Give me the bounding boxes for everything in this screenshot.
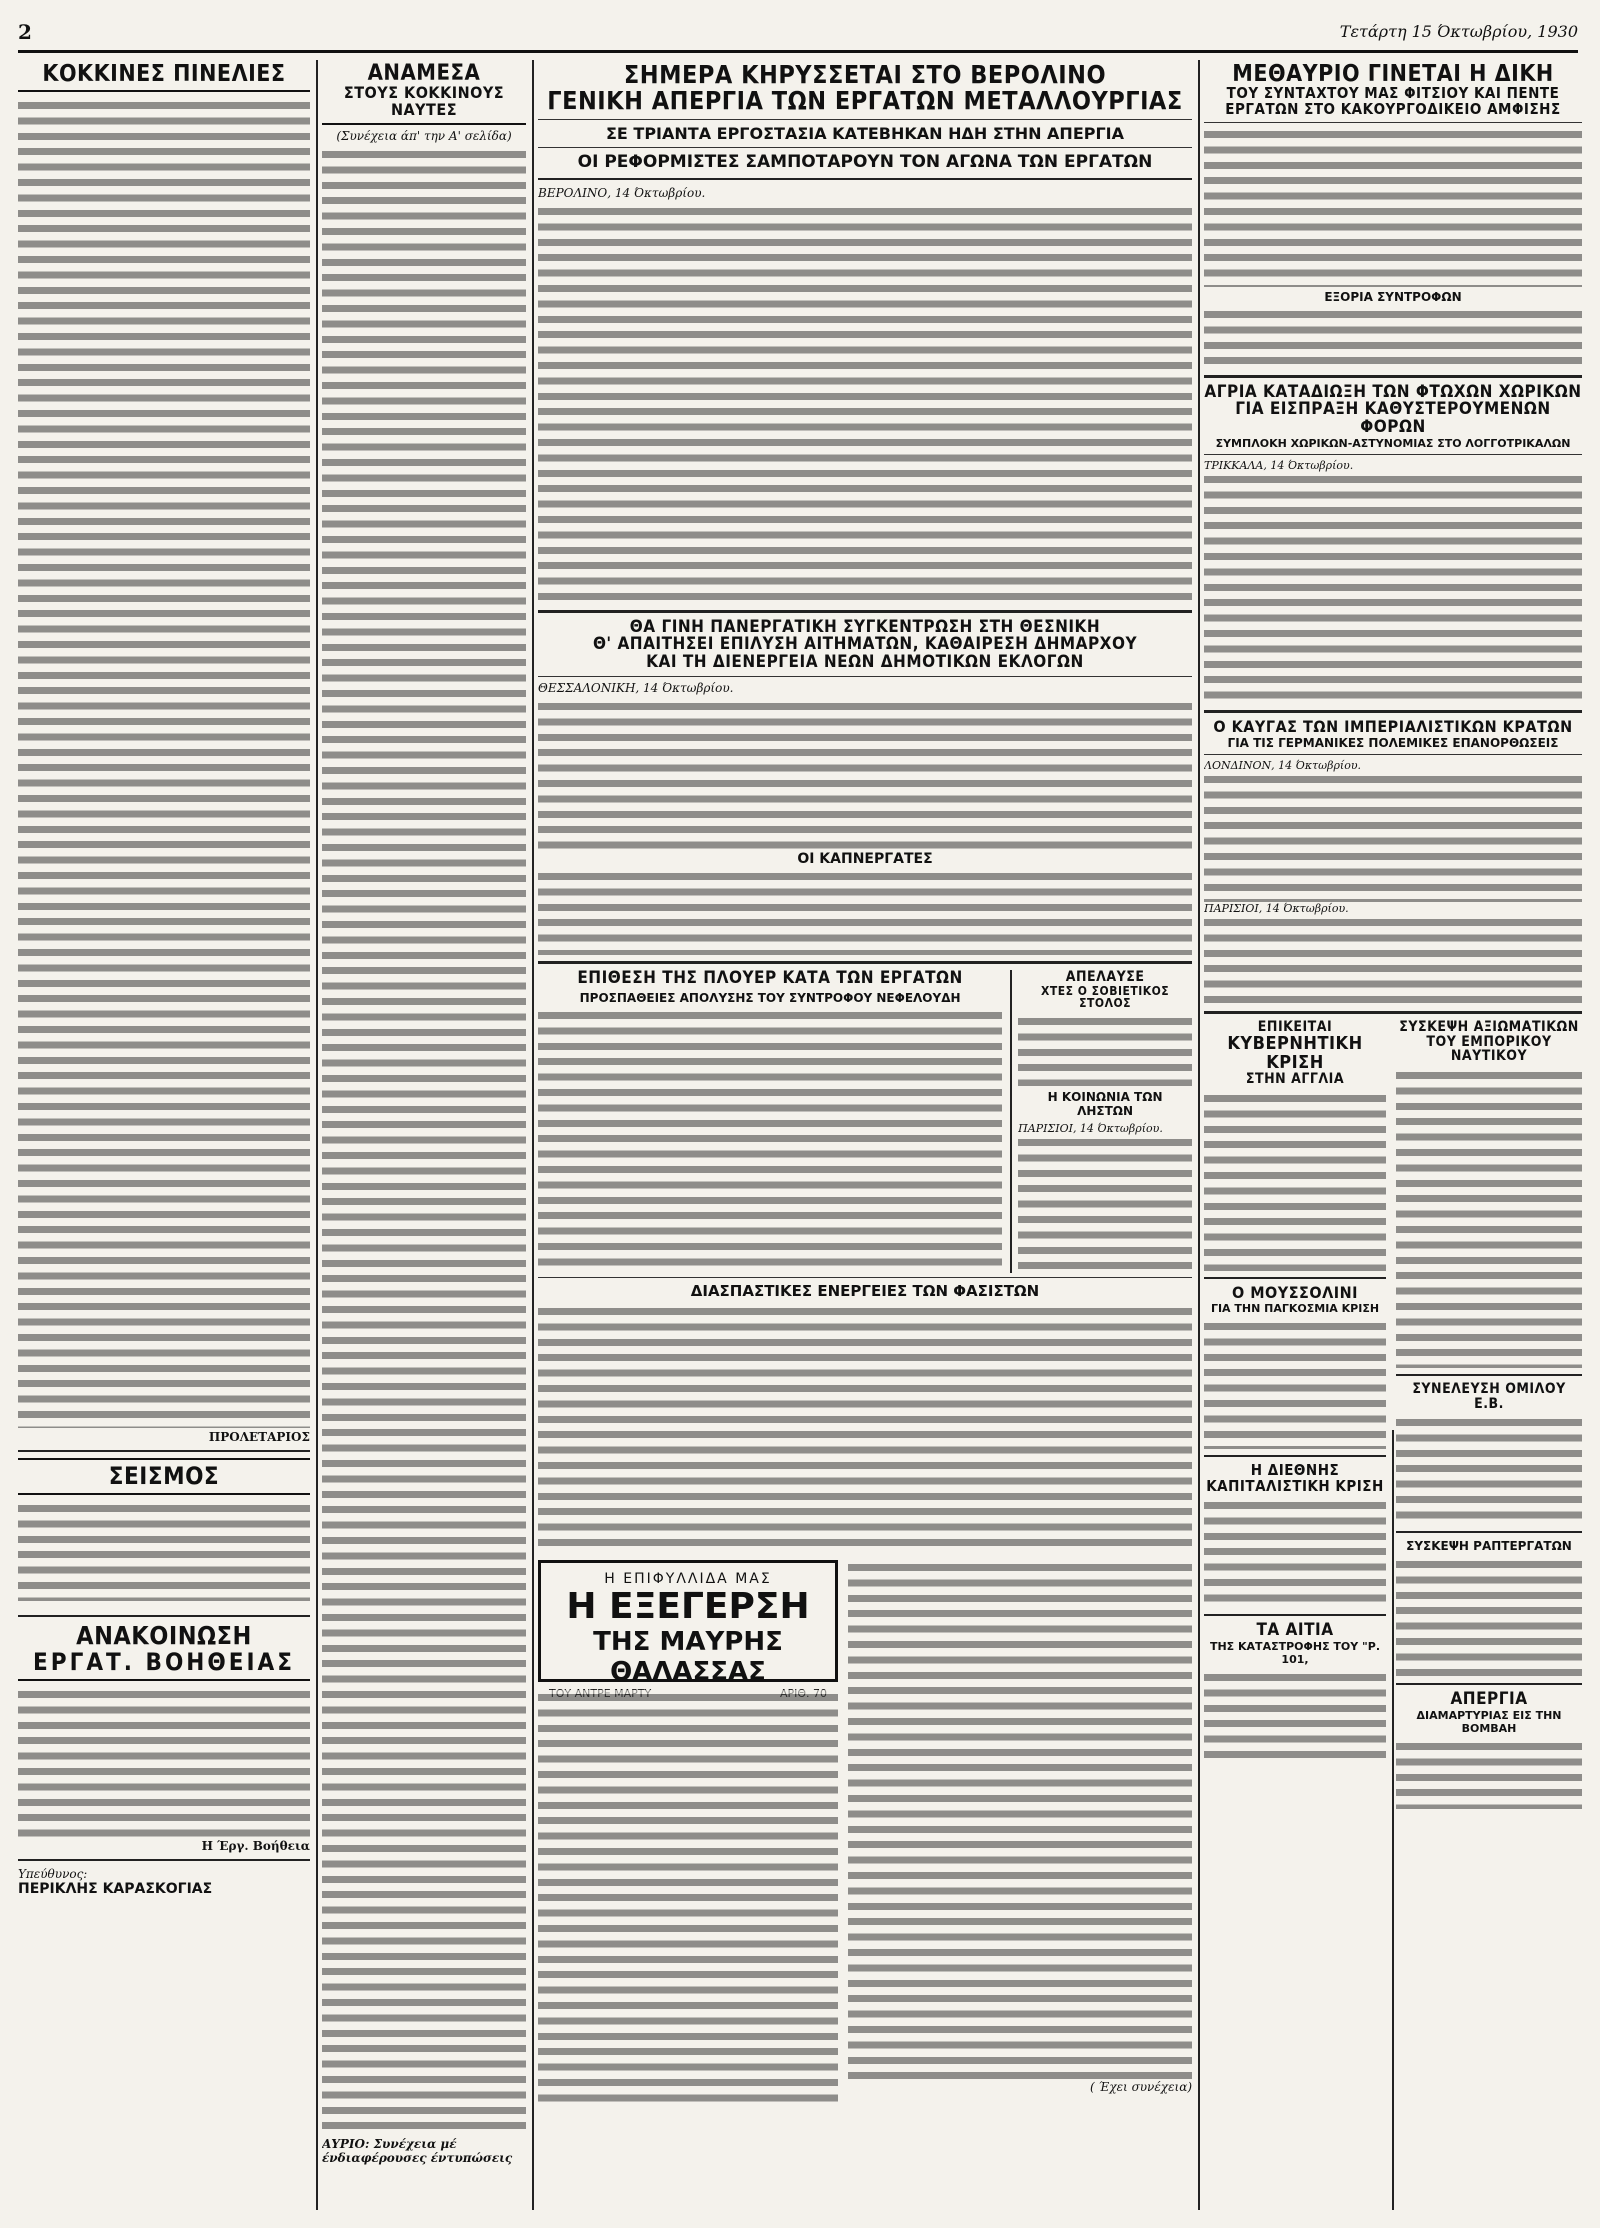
aitia-headline-2: ΤΗΣ ΚΑΤΑΣΤΡΟΦΗΣ ΤΟΥ "Ρ. 101, [1209,1640,1381,1667]
section-title: ΑΝΑΜΕΣΑ [367,62,481,86]
mussolini-lines [1204,1319,1386,1449]
mussolini-headline-1: Ο ΜΟΥΣΣΟΛΙΝΙ [1231,1283,1359,1303]
anakoinosi-subtitle: ΕΡΓΑΤ. ΒΟΗΘΕΙΑΣ [18,1650,310,1681]
kavgas-headline-2: ΓΙΑ ΤΙΣ ΓΕΡΜΑΝΙΚΕΣ ΠΟΛΕΜΙΚΕΣ ΕΠΑΝΟΡΘΩΣΕΙΣ [1227,735,1559,750]
exoria-lines [1204,307,1582,369]
serial-label: Η ΕΠΙΦΥΛΛΙΔΑ ΜΑΣ [604,1570,772,1587]
main-headline-4: ΟΙ ΡΕΦΟΡΜΙΣΤΕΣ ΣΑΜΠΟΤΑΡΟΥΝ ΤΟΝ ΑΓΩΝΑ ΤΩΝ ΕΡΓΑΤΩΝ [577,151,1153,172]
column-kokkines-pinelies [18,62,310,2212]
anakoinosi-title: ΑΝΑΚΟΙΝΩΣΗ [76,1621,252,1651]
apergia-lines [1396,1739,1582,1809]
crisis-headline-2: ΚΥΒΕΡΝΗΤΙΚΗ ΚΡΙΣΗ [1227,1032,1363,1073]
kapnergates-subtitle: ΟΙ ΚΑΠΝΕΡΓΑΤΕΣ [797,851,933,868]
anakoinosi-signature: Η Έργ. Βοήθεια [201,1838,310,1853]
crisis-headline-1: ΕΠΙΚΕΙΤΑΙ [1257,1018,1333,1035]
fascist-lines [538,1304,1192,1554]
crisis-headline-3: ΣΤΗΝ ΑΓΓΛΙΑ [1245,1071,1345,1088]
paris-lines [1204,915,1582,1005]
plouer-lines [538,1008,1002,1268]
kavgas-headline-1: Ο ΚΑΥΓΑΣ ΤΩΝ ΙΜΠΕΡΙΑΛΙΣΤΙΚΩΝ ΚΡΑΤΩΝ [1213,717,1573,737]
rapteraton-headline: ΣΥΣΚΕΨΗ ΡΑΠΤΕΡΓΑΤΩΝ [1406,1539,1572,1554]
synelefsi-headline: ΣΥΝΕΛΕΥΣΗ ΟΜΙΛΟΥ Ε.Β. [1412,1381,1566,1412]
serial-title-2: ΤΗΣ ΜΑΥΡΗΣ ΘΑΛΑΣΣΑΣ [593,1626,783,1687]
thess-dateline: ΘΕΣΣΑΛΟΝΙΚΗ, 14 Όκτωβρίου. [538,681,734,696]
column-rule [1198,60,1200,2210]
thess-headline-3: ΚΑΙ ΤΗ ΔΙΕΝΕΡΓΕΙΑ ΝΕΩΝ ΔΗΜΟΤΙΚΩΝ ΕΚΛΟΓΩΝ [646,652,1084,673]
diethnis-headline-1: Η ΔΙΕΘΝΗΣ [1250,1460,1340,1479]
koinonia-dateline: ΠΑΡΙΣΙΟΙ, 14 Όκτωβρίου. [1018,1121,1163,1135]
agria-headline-3: ΣΥΜΠΛΟΚΗ ΧΩΡΙΚΩΝ-ΑΣΤΥΝΟΜΙΑΣ ΣΤΟ ΛΟΓΓΟΤΡΙΚΑΛΩΝ [1215,437,1571,451]
responsible-name: ΠΕΡΙΚΛΗΣ ΚΑΡΑΣΚΟΓΙΑΣ [18,1880,213,1897]
thess-article-lines [538,699,1192,849]
column-kokkinous-naftes [322,62,526,2212]
exoria-subtitle: ΕΞΟΡΙΑ ΣΥΝΤΡΟΦΩΝ [1324,289,1462,304]
plouer-subheadline: ΠΡΟΣΠΑΘΕΙΕΣ ΑΠΟΛΥΣΗΣ ΤΟΥ ΣΥΝΤΡΟΦΟΥ ΝΕΦΕΛΟΥΔΗ [579,990,961,1005]
london-lines [1204,772,1582,902]
mussolini-headline-2: ΓΙΑ ΤΗΝ ΠΑΓΚΟΣΜΙΑ ΚΡΙΣΗ [1210,1301,1380,1315]
sov-lines [1018,1014,1192,1086]
trial-lines [1204,127,1582,287]
page-header [18,14,1578,53]
article-signature: ΠΡΟΛΕΤΑΡΙΟΣ [208,1430,310,1445]
diethnis-headline-2: ΚΑΠΙΤΑΛΙΣΤΙΚΗ ΚΡΙΣΗ [1206,1476,1384,1495]
column-rule [316,60,318,2210]
section-subtitle: ΣΤΟΥΣ ΚΟΚΚΙΝΟΥΣ ΝΑΥΤΕΣ [322,85,526,125]
issue-date: Τετάρτη 15 Όκτωβρίου, 1930 [1339,22,1578,41]
serial-box [538,1560,838,1687]
sov-headline-2: ΧΤΕΣ Ο ΣΟΒΙΕΤΙΚΟΣ ΣΤΟΛΟΣ [1041,983,1170,1011]
synelefsi-lines [1396,1415,1582,1525]
koinonia-subtitle: Η ΚΟΙΝΩΝΙΑ ΤΩΝ ΛΗΣΤΩΝ [1047,1089,1163,1118]
agria-dateline: ΤΡΙΚΚΑΛΑ, 14 Όκτωβρίου. [1204,459,1354,473]
sov-headline-1: ΑΠΕΛΑΥΣΕ [1065,969,1145,986]
fascist-headline: ΔΙΑΣΠΑΣΤΙΚΕΣ ΕΝΕΡΓΕΙΕΣ ΤΩΝ ΦΑΣΙΣΤΩΝ [690,1281,1040,1300]
plouer-headline: ΕΠΙΘΕΣΗ ΤΗΣ ΠΛΟΥΕΡ ΚΑΤΑ ΤΩΝ ΕΡΓΑΤΩΝ [577,968,963,989]
trial-headline-3: ΕΡΓΑΤΩΝ ΣΤΟ ΚΑΚΟΥΡΓΟΔΙΚΕΙΟ ΑΜΦΙΣΗΣ [1225,99,1561,118]
apergia-headline-2: ΔΙΑΜΑΡΤΥΡΙΑΣ ΕΙΣ ΤΗΝ ΒΟΜΒΑΗ [1416,1709,1562,1736]
paris-dateline: ΠΑΡΙΣΙΟΙ, 14 Όκτωβρίου. [1204,901,1349,915]
aitia-headline-1: ΤΑ ΑΙΤΙΑ [1256,1620,1334,1641]
article-body-lines [18,98,310,1428]
syskepsi-headline-2: ΤΟΥ ΕΜΠΟΡΙΚΟΥ ΝΑΥΤΙΚΟΥ [1426,1033,1552,1065]
right-lower-right [1396,1020,1582,1809]
london-dateline: ΛΟΝΔΙΝΟΝ, 14 Όκτωβρίου. [1204,758,1362,772]
main-headline-1: ΣΗΜΕΡΑ ΚΗΡΥΣΣΕΤΑΙ ΣΤΟ ΒΕΡΟΛΙΝΟ [623,62,1107,89]
page-number: 2 [18,20,32,44]
serial-title-1: Η ΕΞΕΓΕΡΣΗ [566,1585,810,1627]
trial-headline-1: ΜΕΘΑΥΡΙΟ ΓΙΝΕΤΑΙ Η ΔΙΚΗ [1232,62,1554,87]
agria-lines [1204,472,1582,704]
kapnergates-lines [538,869,1192,955]
agria-headline-2: ΓΙΑ ΕΙΣΠΡΑΞΗ ΚΑΘΥΣΤΕΡΟΥΜΕΝΩΝ ΦΟΡΩΝ [1235,399,1551,438]
diethnis-lines [1204,1498,1386,1608]
serial-continued: ( Έχει συνέχεια) [1090,2079,1192,2094]
continuation-note: (Συνέχεια άπ' την Α' σελίδα) [336,128,512,143]
syskepsi-headline-1: ΣΥΣΚΕΨΗ ΑΞΙΩΜΑΤΙΚΩΝ [1399,1018,1579,1035]
apergia-headline-1: ΑΠΕΡΓΙΑ [1450,1689,1528,1710]
serial-block [538,1560,838,2110]
center-section [538,62,1192,2212]
column-rule [532,60,534,2210]
serial-lines [538,1690,838,2110]
right-section [1204,62,1582,2212]
crisis-lines [1204,1091,1386,1271]
aitia-lines [1204,1670,1386,1760]
main-headline-3: ΣΕ ΤΡΙΑΝΤΑ ΕΡΓΟΣΤΑΣΙΑ ΚΑΤΕΒΗΚΑΝ ΗΔΗ ΣΤΗΝ ΑΠΕΡΓΙΑ [605,123,1125,143]
syskepsi-lines [1396,1068,1582,1368]
sovietstolos-article [1010,970,1192,1273]
rapteraton-lines [1396,1557,1582,1677]
serial-lines-2 [848,1560,1192,2080]
serial-continuation [848,1560,1192,2110]
agria-headline-1: ΑΓΡΙΑ ΚΑΤΑΔΙΩΞΗ ΤΩΝ ΦΤΩΧΩΝ ΧΩΡΙΚΩΝ [1204,381,1582,402]
seismos-body-lines [18,1501,310,1601]
continued-tomorrow: ΑΥΡΙΟ: Συνέχεια μέ ένδιαφέρουσες έντυπώσεις [322,2136,513,2165]
article-body-lines [322,147,526,2137]
right-lower-left [1204,1020,1386,1809]
trial-headline-2: ΤΟΥ ΣΥΝΤΑΧΤΟΥ ΜΑΣ ΦΙΤΣΙΟΥ ΚΑΙ ΠΕΝΤΕ [1226,84,1560,103]
responsible-label: Υπεύθυνος: [18,1866,88,1881]
thess-headline-1: ΘΑ ΓΙΝΗ ΠΑΝΕΡΓΑΤΙΚΗ ΣΥΓΚΕΝΤΡΩΣΗ ΣΤΗ ΘΕΣΝΙΚΗ [629,616,1101,637]
section-title: ΚΟΚΚΙΝΕΣ ΠΙΝΕΛΙΕΣ [18,62,310,92]
anakoinosi-body-lines [18,1687,310,1837]
plouer-article [538,970,1002,1273]
main-headline-2: ΓΕΝΙΚΗ ΑΠΕΡΓΙΑ ΤΩΝ ΕΡΓΑΤΩΝ ΜΕΤΑΛΛΟΥΡΓΙΑΣ [547,86,1183,116]
koinonia-lines [1018,1135,1192,1273]
seismos-title: ΣΕΙΣΜΟΣ [18,1458,310,1495]
thess-headline-2: Θ' ΑΠΑΙΤΗΣΕΙ ΕΠΙΛΥΣΗ ΑΙΤΗΜΑΤΩΝ, ΚΑΘΑΙΡΕΣΗ ΔΗΜΑΡΧΟΥ [592,634,1138,655]
main-article-lines [538,204,1192,604]
main-dateline: ΒΕΡΟΛΙΝΟ, 14 Όκτωβρίου. [538,185,706,200]
